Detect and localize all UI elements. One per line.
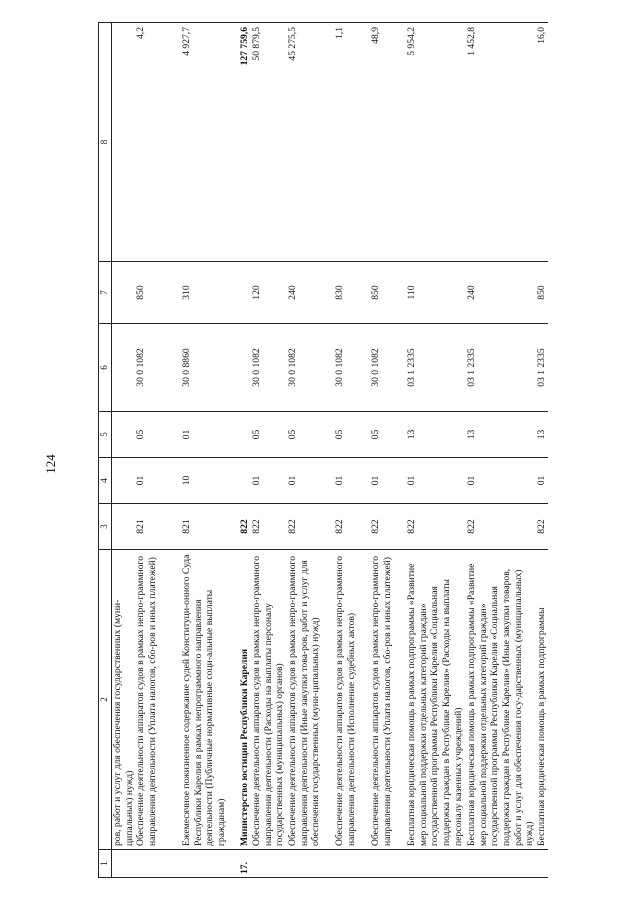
row-section-code <box>239 458 251 504</box>
row-subsection-code: 05 <box>370 412 406 458</box>
row-section-code: 01 <box>466 458 536 504</box>
table-body <box>112 23 548 878</box>
table-row <box>536 23 548 878</box>
row-amount: 45 275,5 <box>287 23 334 262</box>
row-amount: 1,1 <box>334 23 370 262</box>
row-subsection-code: 05 <box>251 412 287 458</box>
row-target-item-code <box>112 324 136 412</box>
row-target-item-code: 03 1 2335 <box>536 324 548 412</box>
header-cell-7: 7 <box>99 262 112 324</box>
row-ministry-code: 822 <box>334 504 370 550</box>
row-description: Бесплатная юридическая помощь в рамках подпрограммы «Развитие мер социальной поддержки отдельных категорий граждан» государственной программы Республики Карелия «Социальная поддержка граждан в Республике Карелия» (Иные закупки товаров, работ и услуг для обеспечения госу-дарственных (муниципальных) нужд) <box>466 550 536 850</box>
row-description: Обеспечение деятельности аппаратов судов в рамках непро-граммного направления деятельности (Уплата налогов, сбо-ров и иных платежей) <box>370 550 406 850</box>
row-description: Бесплатная юридическая помощь в рамках подпрограммы «Развитие мер социальной поддержки отдельных категорий граждан» государственной программы Республики Карелия «Социальная поддержка граждан в Республике Карелия» (Расходы на выплаты персоналу казенных учреждений) <box>406 550 466 850</box>
row-subsection-code: 05 <box>135 412 181 458</box>
row-number <box>287 850 334 878</box>
table-row <box>181 23 239 878</box>
page-number: 124 <box>43 454 58 474</box>
row-expense-type-code <box>112 262 136 324</box>
row-expense-type-code: 850 <box>135 262 181 324</box>
row-expense-type-code: 240 <box>287 262 334 324</box>
row-number <box>112 850 136 878</box>
row-number <box>466 850 536 878</box>
row-amount: 16,0 <box>536 23 548 262</box>
row-target-item-code <box>239 324 251 412</box>
row-subsection-code: 13 <box>536 412 548 458</box>
row-number <box>536 850 548 878</box>
row-ministry-code: 822 <box>251 504 287 550</box>
row-subsection-code: 13 <box>466 412 536 458</box>
row-amount <box>112 23 136 262</box>
row-description: Министерство юстиции Республики Карелия <box>239 550 251 850</box>
row-section-code: 01 <box>287 458 334 504</box>
row-number <box>181 850 239 878</box>
row-amount: 127 759,6 <box>239 23 251 262</box>
table-row <box>334 23 370 878</box>
row-amount: 4,2 <box>135 23 181 262</box>
row-ministry-code: 822 <box>239 504 251 550</box>
header-cell-2: 2 <box>99 550 112 850</box>
row-description: Обеспечение деятельности аппаратов судов в рамках непро-граммного направления деятельности (Иные закупки това-ров, работ и услуг для обеспечения государственных (муни-ципальных) нужд) <box>287 550 334 850</box>
row-target-item-code: 30 0 1082 <box>287 324 334 412</box>
row-expense-type-code: 850 <box>370 262 406 324</box>
row-description: ров, работ и услуг для обеспечения государственных (муни-ципальных) нужд) <box>112 550 136 850</box>
row-expense-type-code: 830 <box>334 262 370 324</box>
table-row <box>406 23 466 878</box>
row-target-item-code: 30 0 1082 <box>251 324 287 412</box>
row-target-item-code: 03 1 2335 <box>466 324 536 412</box>
table-row <box>370 23 406 878</box>
row-amount: 1 452,8 <box>466 23 536 262</box>
header-cell-4: 4 <box>99 458 112 504</box>
row-expense-type-code: 110 <box>406 262 466 324</box>
row-subsection-code: 05 <box>334 412 370 458</box>
row-ministry-code: 821 <box>181 504 239 550</box>
header-row <box>99 23 112 878</box>
row-subsection-code: 01 <box>181 412 239 458</box>
row-section-code: 10 <box>181 458 239 504</box>
row-expense-type-code: 850 <box>536 262 548 324</box>
row-ministry-code <box>112 504 136 550</box>
row-section-code <box>112 458 136 504</box>
row-section-code: 01 <box>406 458 466 504</box>
row-section-code: 01 <box>334 458 370 504</box>
row-number <box>406 850 466 878</box>
row-amount: 48,9 <box>370 23 406 262</box>
row-section-code: 01 <box>370 458 406 504</box>
row-subsection-code <box>239 412 251 458</box>
row-description: Обеспечение деятельности аппаратов судов в рамках непро-граммного направления деятельности (Расходы на выплаты персоналу государственных (муниципальных) органов) <box>251 550 287 850</box>
row-number: 17. <box>239 850 251 878</box>
table-row <box>251 23 287 878</box>
table-row <box>135 23 181 878</box>
row-expense-type-code: 240 <box>466 262 536 324</box>
row-subsection-code <box>112 412 136 458</box>
row-ministry-code: 822 <box>536 504 548 550</box>
row-target-item-code: 30 0 1082 <box>370 324 406 412</box>
row-ministry-code: 822 <box>406 504 466 550</box>
row-amount: 50 879,5 <box>251 23 287 262</box>
row-subsection-code: 05 <box>287 412 334 458</box>
row-section-code: 01 <box>251 458 287 504</box>
row-number <box>370 850 406 878</box>
header-cell-5: 5 <box>99 412 112 458</box>
row-expense-type-code: 310 <box>181 262 239 324</box>
row-description: Обеспечение деятельности аппаратов судов в рамках непро-граммного направления деятельности (Исполнение судебных актов) <box>334 550 370 850</box>
row-number <box>135 850 181 878</box>
row-description: Ежемесячное пожизненное содержание судей Конституци-онного Суда Республики Карелия в рамках непрограммного направления деятельности (Публичные нормативные соци-альные выплаты гражданам) <box>181 550 239 850</box>
row-description: Обеспечение деятельности аппаратов судов в рамках непро-граммного направления деятельности (Уплата налогов, сбо-ров и иных платежей) <box>135 550 181 850</box>
table-row <box>112 23 136 878</box>
row-target-item-code: 30 0 8860 <box>181 324 239 412</box>
row-expense-type-code: 120 <box>251 262 287 324</box>
header-cell-8: 8 <box>99 23 112 262</box>
row-number <box>334 850 370 878</box>
table-row <box>287 23 334 878</box>
row-amount: 5 954,2 <box>406 23 466 262</box>
header-cell-3: 3 <box>99 504 112 550</box>
table-row <box>466 23 536 878</box>
header-cell-6: 6 <box>99 324 112 412</box>
header-cell-1: 1 <box>99 850 112 878</box>
row-amount: 4 927,7 <box>181 23 239 262</box>
row-section-code: 01 <box>536 458 548 504</box>
table-row <box>239 23 251 878</box>
row-ministry-code: 822 <box>287 504 334 550</box>
row-target-item-code: 30 0 1082 <box>334 324 370 412</box>
row-target-item-code: 30 0 1082 <box>135 324 181 412</box>
budget-table-rotated <box>98 23 620 878</box>
row-description: Бесплатная юридическая помощь в рамках подпрограммы <box>536 550 548 850</box>
row-subsection-code: 13 <box>406 412 466 458</box>
row-expense-type-code <box>239 262 251 324</box>
row-target-item-code: 03 1 2335 <box>406 324 466 412</box>
budget-table <box>98 22 548 878</box>
row-section-code: 01 <box>135 458 181 504</box>
row-ministry-code: 822 <box>466 504 536 550</box>
row-ministry-code: 822 <box>370 504 406 550</box>
row-number <box>251 850 287 878</box>
row-ministry-code: 821 <box>135 504 181 550</box>
